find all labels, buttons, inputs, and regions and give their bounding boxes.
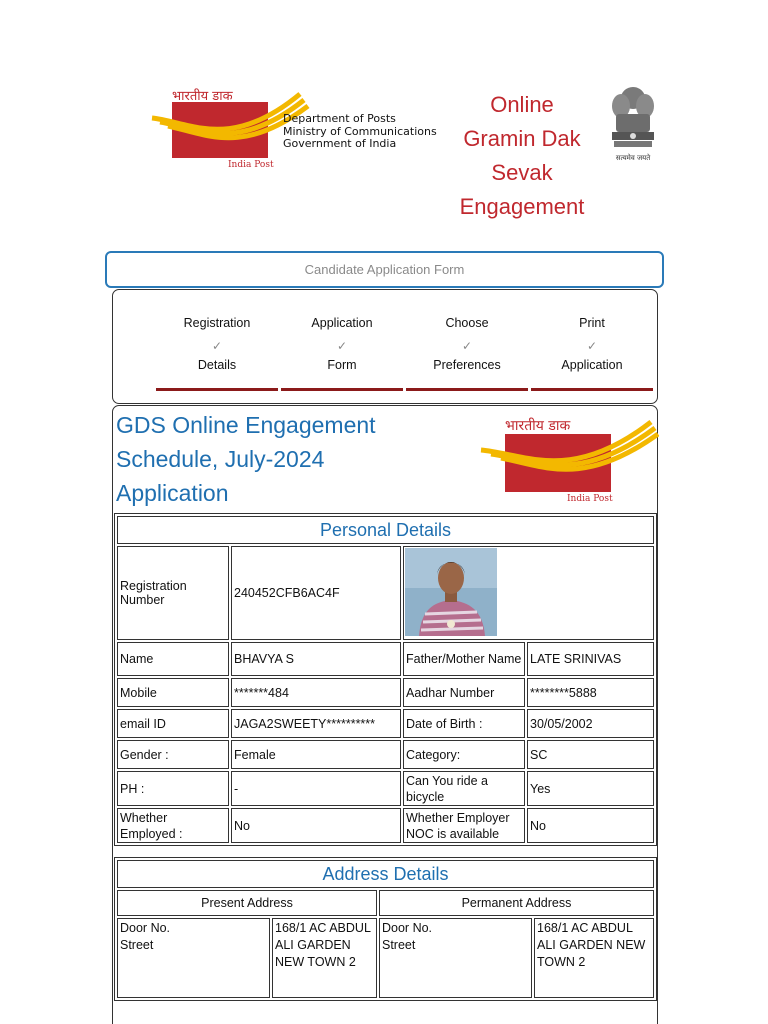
step-choose-preferences[interactable] (406, 316, 528, 391)
app-title-line-3: Application (116, 480, 229, 506)
email-label: email ID (117, 709, 229, 738)
logo-hindi-text: भारतीय डाक (172, 89, 233, 104)
personal-details-table (114, 513, 657, 846)
national-emblem (604, 84, 662, 164)
aadhar-value: ********5888 (527, 678, 654, 707)
ph-value: - (231, 771, 401, 806)
address-details-heading: Address Details (117, 860, 654, 888)
step-2-bar (281, 388, 403, 391)
gender-label: Gender : (117, 740, 229, 769)
logo-india-post-text: India Post (228, 160, 274, 170)
gender-value: Female (231, 740, 401, 769)
logo-india-post-text: India Post (567, 494, 613, 504)
dob-label: Date of Birth : (403, 709, 525, 738)
application-card (112, 405, 658, 1024)
category-value: SC (527, 740, 654, 769)
step-2-title: Application (311, 316, 373, 330)
check-icon: ✓ (211, 339, 223, 353)
dept-line-1: Department of Posts (283, 112, 396, 125)
step-3-title: Choose (445, 316, 489, 330)
name-label: Name (117, 642, 229, 676)
gds-engagement-title (440, 88, 604, 224)
father-mother-value: LATE SRINIVAS (527, 642, 654, 676)
step-3-bar (406, 388, 528, 391)
permanent-address-heading: Permanent Address (379, 890, 654, 916)
progress-steps (112, 289, 658, 404)
ph-label: PH : (117, 771, 229, 806)
step-print-application[interactable] (531, 316, 653, 391)
personal-details-heading: Personal Details (117, 516, 654, 544)
step-4-title: Print (579, 316, 605, 330)
application-title (116, 408, 376, 510)
category-label: Category: (403, 740, 525, 769)
step-4-bar (531, 388, 653, 391)
title-line-4: Engagement (459, 194, 585, 219)
permanent-street-label: Street (382, 938, 416, 952)
registration-number-label: Registration Number (117, 546, 229, 640)
noc-label: Whether Employer NOC is available (403, 808, 525, 843)
step-1-subtitle: Details (197, 358, 237, 372)
title-line-3: Sevak (491, 160, 553, 185)
bicycle-value: Yes (527, 771, 654, 806)
logo-hindi-text: भारतीय डाक (505, 418, 571, 434)
permanent-door-label: Door No. (382, 921, 433, 935)
step-application-form[interactable] (281, 316, 403, 391)
present-address-heading: Present Address (117, 890, 377, 916)
permanent-door-street-label (379, 918, 532, 998)
dept-line-3: Government of India (283, 137, 397, 150)
present-street-label: Street (120, 938, 154, 952)
permanent-door-street-value: 168/1 AC ABDUL ALI GARDEN NEW TOWN 2 (534, 918, 654, 998)
app-title-line-1: GDS Online Engagement (116, 412, 376, 438)
present-door-label: Door No. (120, 921, 171, 935)
step-1-title: Registration (183, 316, 251, 330)
employed-value: No (231, 808, 401, 843)
title-line-1: Online (490, 92, 554, 117)
step-3-subtitle: Preferences (433, 358, 501, 372)
mobile-label: Mobile (117, 678, 229, 707)
father-mother-label: Father/Mother Name (403, 642, 525, 676)
noc-value: No (527, 808, 654, 843)
step-2-subtitle: Form (327, 358, 357, 372)
bicycle-label: Can You ride a bicycle (403, 771, 525, 806)
check-icon: ✓ (586, 339, 598, 353)
dob-value: 30/05/2002 (527, 709, 654, 738)
department-text (283, 113, 437, 151)
check-icon: ✓ (461, 339, 473, 353)
name-value: BHAVYA S (231, 642, 401, 676)
candidate-photo (405, 548, 497, 636)
mobile-value: *******484 (231, 678, 401, 707)
emblem-motto-text: सत्यमेव जयते (615, 154, 651, 162)
dept-line-2: Ministry of Communications (283, 124, 437, 138)
present-door-street-value: 168/1 AC ABDUL ALI GARDEN NEW TOWN 2 (272, 918, 377, 998)
aadhar-label: Aadhar Number (403, 678, 525, 707)
registration-number-value: 240452CFB6AC4F (231, 546, 401, 640)
page-header (0, 0, 768, 240)
title-line-2: Gramin Dak (463, 126, 581, 151)
check-icon: ✓ (336, 339, 348, 353)
present-door-street-label (117, 918, 270, 998)
step-4-subtitle: Application (561, 358, 623, 372)
email-value: JAGA2SWEETY********** (231, 709, 401, 738)
step-1-bar (156, 388, 278, 391)
national-emblem-icon (604, 84, 662, 154)
step-registration-details[interactable] (156, 316, 278, 391)
employed-label: Whether Employed : (117, 808, 229, 843)
photo-cell (403, 546, 654, 640)
candidate-application-form-header: Candidate Application Form (105, 251, 664, 288)
india-post-logo-secondary (479, 416, 659, 508)
address-details-table (114, 857, 657, 1001)
app-title-line-2: Schedule, July-2024 (116, 446, 325, 472)
